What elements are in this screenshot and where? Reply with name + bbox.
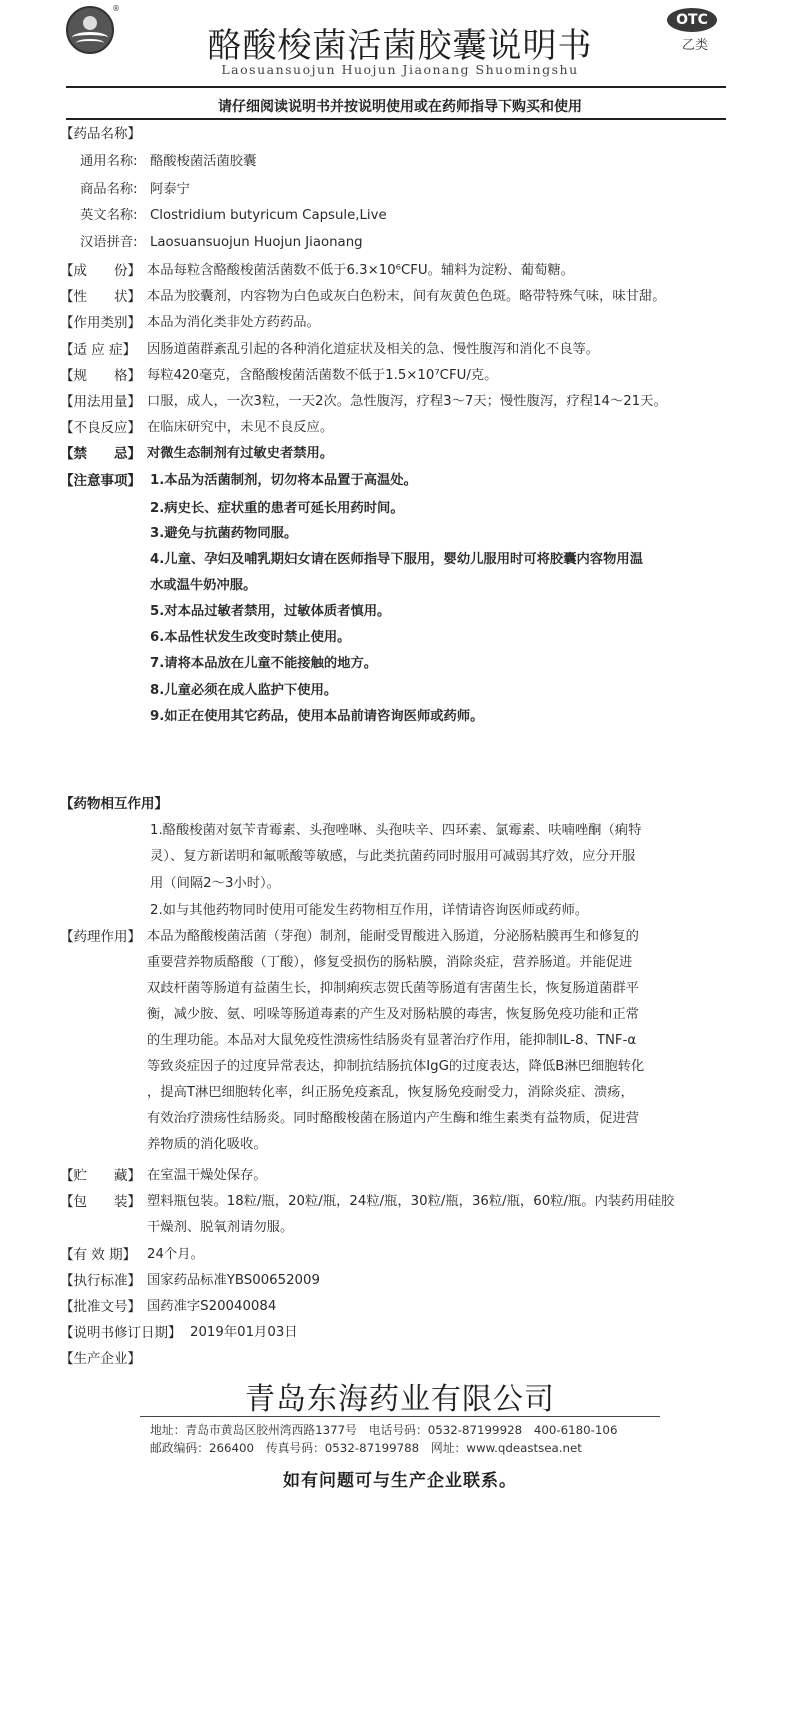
precaution-line: 5.对本品过敏者禁用，过敏体质者慎用。 — [150, 604, 391, 619]
interaction-line: 灵）、复方新诺明和氟哌酸等敏感，与此类抗菌药同时服用可减弱其疗效，应分开服 — [150, 849, 636, 864]
precaution-line: 8.儿童必须在成人监护下使用。 — [150, 683, 338, 698]
pharmacology-line: 等致炎症因子的过度异常表达，抑制抗结肠抗体IgG的过度表达，降低B淋巴细胞转化 — [147, 1059, 645, 1074]
precaution-line: 水或温牛奶冲服。 — [150, 578, 257, 593]
section-label-standard: 【执行标准】 — [60, 1273, 141, 1289]
english-name-label: 英文名称: — [80, 208, 138, 223]
dosage-text: 口服，成人，一次3粒，一天2次。急性腹泻，疗程3～7天；慢性腹泻，疗程14～21天。 — [147, 394, 667, 409]
manufacturer-postal: 邮政编码：266400 传真号码：0532-87199788 网址：www.qdeastsea.net — [150, 1441, 582, 1455]
contact-footer: 如有问题可与生产企业联系。 — [283, 1471, 517, 1491]
section-label-approval: 【批准文号】 — [60, 1299, 141, 1315]
interaction-line: 1.酪酸梭菌对氨苄青霉素、头孢唑啉、头孢呋辛、四环素、氯霉素、呋喃唑酮（痢特 — [150, 823, 642, 838]
precaution-line: 2.病史长、症状重的患者可延长用药时间。 — [150, 501, 404, 516]
approval-text: 国药准字S20040084 — [147, 1299, 277, 1314]
document-title-pinyin: Laosuansuojun Huojun Jiaonang Shuomingshu — [221, 62, 579, 77]
section-label-adverse-reactions: 【不良反应】 — [60, 420, 141, 436]
standard-text: 国家药品标准YBS00652009 — [147, 1273, 320, 1288]
section-label-pharmacology: 【药理作用】 — [60, 929, 141, 945]
specification-text: 每粒420毫克，含酪酸梭菌活菌数不低于1.5×10⁷CFU/克。 — [147, 368, 498, 383]
pharmacology-line: 双歧杆菌等肠道有益菌生长，抑制痢疾志贺氏菌等肠道有害菌生长，恢复肠道菌群平 — [147, 981, 639, 996]
pharmacology-line: 养物质的消化吸收。 — [147, 1137, 267, 1152]
pharmacology-line: ，提高T淋巴细胞转化率，纠正肠免疫紊乱，恢复肠免疫耐受力，消除炎症、溃疡， — [147, 1085, 634, 1100]
revision-date-text: 2019年01月03日 — [190, 1325, 298, 1340]
section-label-contraindications: 【禁 忌】 — [60, 446, 141, 462]
precaution-line: 9.如正在使用其它药品，使用本品前请咨询医师或药师。 — [150, 709, 484, 724]
pharmacology-line: 衡，减少胺、氨、吲哚等肠道毒素的产生及对肠粘膜的毒害，恢复肠免疫功能和正常 — [147, 1007, 639, 1022]
section-label-precautions: 【注意事项】 — [60, 473, 141, 489]
pinyin-name-value: Laosuansuojun Huojun Jiaonang — [150, 235, 363, 250]
precaution-line: 1.本品为活菌制剂，切勿将本品置于高温处。 — [150, 473, 417, 488]
document-title: 酪酸梭菌活菌胶囊说明书 — [207, 26, 593, 66]
otc-badge: OTC — [667, 8, 717, 32]
section-label-storage: 【贮 藏】 — [60, 1168, 141, 1184]
section-label-category: 【作用类别】 — [60, 315, 141, 331]
header-divider — [66, 86, 726, 88]
section-label-validity: 【有 效 期】 — [60, 1247, 137, 1263]
precaution-line: 6.本品性状发生改变时禁止使用。 — [150, 630, 351, 645]
section-label-ingredients: 【成 份】 — [60, 263, 141, 279]
precaution-line: 4.儿童、孕妇及哺乳期妇女请在医师指导下服用，婴幼儿服用时可将胶囊内容物用温 — [150, 552, 643, 567]
precaution-line: 3.避免与抗菌药物同服。 — [150, 526, 298, 541]
manufacturer-address: 地址：青岛市黄岛区胶州湾西路1377号 电话号码：0532-87199928 400-6180-106 — [150, 1423, 618, 1437]
trade-name-value: 阿泰宁 — [150, 182, 190, 197]
category-text: 本品为消化类非处方药药品。 — [147, 315, 320, 330]
pharmacology-line: 本品为酪酸梭菌活菌（芽孢）制剂，能耐受胃酸进入肠道，分泌肠粘膜再生和修复的 — [147, 929, 639, 944]
company-divider — [140, 1416, 660, 1417]
usage-warning: 请仔细阅读说明书并按说明使用或在药师指导下购买和使用 — [218, 99, 582, 115]
adverse-reactions-text: 在临床研究中，未见不良反应。 — [147, 420, 334, 435]
storage-text: 在室温干燥处保存。 — [147, 1168, 267, 1183]
section-label-interactions: 【药物相互作用】 — [60, 796, 168, 812]
precaution-line: 7.请将本品放在儿童不能接触的地方。 — [150, 656, 378, 671]
generic-name-label: 通用名称: — [80, 154, 138, 169]
ingredients-text: 本品每粒含酪酸梭菌活菌数不低于6.3×10⁶CFU。辅料为淀粉、葡萄糖。 — [147, 263, 574, 278]
pinyin-name-label: 汉语拼音: — [80, 235, 138, 250]
section-label-indications: 【适 应 症】 — [60, 342, 137, 358]
interaction-line: 2.如与其他药物同时使用可能发生药物相互作用，详情请咨询医师或药师。 — [150, 903, 589, 918]
section-label-package: 【包 装】 — [60, 1194, 141, 1210]
header-divider — [66, 118, 726, 120]
section-label-manufacturer: 【生产企业】 — [60, 1351, 141, 1367]
pharmacology-line: 有效治疗溃疡性结肠炎。同时酪酸梭菌在肠道内产生酶和维生素类有益物质，促进营 — [147, 1111, 639, 1126]
registered-mark: ® — [112, 4, 120, 13]
pharmacology-line: 重要营养物质酪酸（丁酸），修复受损伤的肠粘膜，消除炎症，营养肠道。并能促进 — [147, 955, 633, 970]
section-label-revision-date: 【说明书修订日期】 — [60, 1325, 182, 1341]
manufacturer-name: 青岛东海药业有限公司 — [245, 1382, 555, 1417]
contraindications-text: 对微生态制剂有过敏史者禁用。 — [147, 446, 334, 461]
section-label-specification: 【规 格】 — [60, 368, 141, 384]
section-label-properties: 【性 状】 — [60, 289, 141, 305]
section-label-drug-name: 【药品名称】 — [60, 126, 141, 142]
package-line: 塑料瓶包装。18粒/瓶，20粒/瓶，24粒/瓶，30粒/瓶，36粒/瓶，60粒/瓶。内装药用硅胶 — [147, 1194, 675, 1209]
indications-text: 因肠道菌群紊乱引起的各种消化道症状及相关的急、慢性腹泻和消化不良等。 — [147, 342, 600, 357]
interaction-line: 用（间隔2～3小时）。 — [150, 876, 280, 891]
trade-name-label: 商品名称: — [80, 182, 138, 197]
validity-text: 24个月。 — [147, 1247, 204, 1262]
generic-name-value: 酪酸梭菌活菌胶囊 — [150, 154, 257, 169]
english-name-value: Clostridium butyricum Capsule,Live — [150, 208, 387, 223]
properties-text: 本品为胶囊剂，内容物为白色或灰白色粉末，间有灰黄色色斑。略带特殊气味，味甘甜。 — [147, 289, 666, 304]
otc-class-label: 乙类 — [681, 38, 708, 53]
section-label-dosage: 【用法用量】 — [60, 394, 141, 410]
pharmacology-line: 的生理功能。本品对大鼠免疫性溃疡性结肠炎有显著治疗作用，能抑制IL-8、TNF-α — [147, 1033, 637, 1048]
package-line: 干燥剂、脱氧剂请勿服。 — [147, 1220, 294, 1235]
